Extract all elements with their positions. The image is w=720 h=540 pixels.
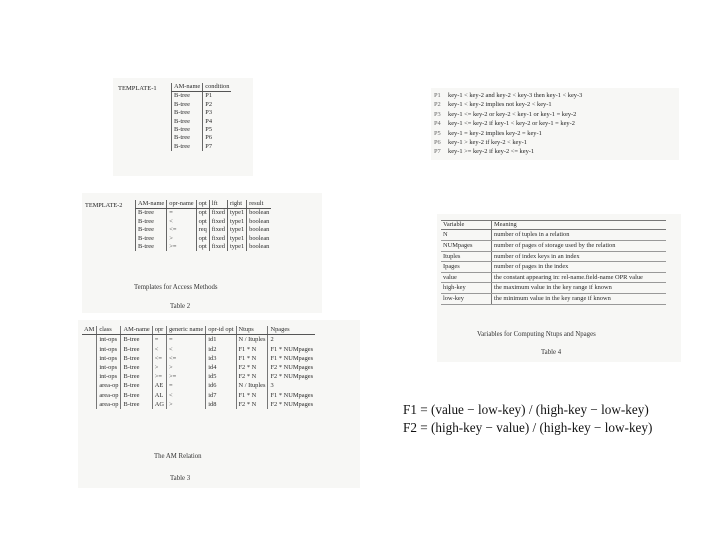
table-cell: int-ops	[97, 335, 121, 345]
table-cell: number of pages in the index	[492, 262, 667, 273]
table-cell	[82, 391, 97, 400]
condition-id: P6	[434, 139, 441, 147]
table-header: result	[247, 200, 272, 209]
condition-id: P3	[434, 110, 441, 118]
table-cell: req	[196, 226, 209, 234]
table-cell: P1	[203, 92, 232, 101]
table-cell: type1	[227, 218, 246, 226]
table-cell: P2	[203, 101, 232, 109]
table-cell: B-tree	[138, 243, 154, 251]
table-cell: number of pages of storage used by the relation	[492, 241, 667, 252]
table-header: AM-name	[121, 326, 152, 335]
table-header: opr	[152, 326, 166, 335]
table-cell	[82, 372, 97, 381]
variables-caption: Variables for Computing Ntups and Npages	[477, 331, 596, 338]
table-cell: id4	[206, 363, 236, 372]
table-header: AM-name	[172, 83, 203, 92]
condition-text: key-1 <= key-2 if key-1 < key-2 or key-1 = key-2	[448, 120, 575, 128]
table-cell: B-tree	[121, 335, 152, 345]
table-cell: opt	[196, 209, 209, 218]
table-row	[82, 354, 315, 363]
table-cell: P4	[203, 118, 232, 126]
table-header: AM	[82, 326, 97, 335]
table-cell: boolean	[247, 209, 272, 218]
table-cell: <	[167, 218, 196, 226]
table-header: lft	[209, 200, 227, 209]
conditions-scan	[431, 88, 679, 160]
am-relation-table	[82, 326, 315, 409]
table-cell: F1 * NUMpages	[268, 391, 315, 400]
template1-table	[171, 83, 231, 151]
table-cell: id8	[206, 400, 236, 409]
table-cell: 3	[268, 381, 315, 390]
table-cell: B-tree	[138, 226, 154, 234]
am-relation-scan	[78, 320, 360, 488]
table-cell: F1 * N	[236, 391, 268, 400]
table-row	[172, 92, 232, 101]
table-cell: =	[166, 335, 205, 345]
table-cell: id5	[206, 372, 236, 381]
list-item	[434, 119, 582, 128]
table-cell	[82, 363, 97, 372]
table-cell: N	[441, 230, 492, 241]
table-row	[82, 381, 315, 390]
template2-table-label: Table 2	[170, 303, 191, 310]
list-item	[434, 138, 582, 147]
table-cell: B-tree	[138, 217, 154, 225]
condition-id: P4	[434, 120, 441, 128]
table-row	[441, 251, 666, 262]
table-row	[82, 400, 315, 409]
table-cell: B-tree	[121, 372, 152, 381]
table-cell: id6	[206, 381, 236, 390]
table-cell: Ipages	[441, 262, 492, 273]
table-cell: B-tree	[121, 363, 152, 372]
table-row	[136, 235, 272, 243]
table-cell: >	[167, 235, 196, 243]
table-cell: int-ops	[97, 372, 121, 381]
table-cell: number of index keys in an index	[492, 251, 667, 262]
table-cell: the minimum value in the key range if known	[492, 293, 667, 304]
table-header: opt	[196, 200, 209, 209]
condition-id: P2	[434, 101, 441, 109]
table-row	[172, 118, 232, 126]
condition-id: P5	[434, 129, 441, 137]
table-cell: id1	[206, 335, 236, 345]
list-item	[434, 129, 582, 138]
table-header: Ntups	[236, 326, 268, 335]
table-row	[441, 272, 666, 283]
table-header: condition	[203, 83, 232, 92]
table-row	[172, 126, 232, 134]
variables-table-label: Table 4	[541, 349, 562, 356]
table-cell: Ituples	[441, 251, 492, 262]
table-cell: F2 * NUMpages	[268, 372, 315, 381]
table-cell: type1	[227, 235, 246, 243]
table-row	[82, 363, 315, 372]
table-cell: >=	[166, 372, 205, 381]
table-cell: <	[152, 345, 166, 354]
table-cell: B-tree	[174, 100, 190, 108]
table-row	[136, 218, 272, 226]
table-cell: F1 * NUMpages	[268, 345, 315, 354]
table-cell: AE	[152, 381, 166, 390]
table-header: generic name	[166, 326, 205, 335]
table-cell: fixed	[209, 218, 227, 226]
conditions-list	[434, 91, 582, 157]
table-header: AM-name	[136, 200, 167, 209]
condition-text: key-1 <= key-2 or key-2 < key-1 or key-1 = key-2	[448, 110, 577, 118]
table-cell: B-tree	[121, 400, 152, 409]
table-cell: fixed	[209, 226, 227, 234]
table-cell: value	[441, 272, 492, 283]
table-cell: boolean	[247, 218, 272, 226]
template2-label: TEMPLATE-2	[85, 202, 123, 209]
variables-table	[441, 220, 666, 305]
table-cell: B-tree	[174, 134, 190, 142]
table-cell: int-ops	[97, 345, 121, 354]
table-header: opr-id opt	[206, 326, 236, 335]
template2-caption: Templates for Access Methods	[134, 284, 218, 291]
table-row	[441, 230, 666, 241]
table-cell: <=	[152, 354, 166, 363]
table-cell: opt	[196, 235, 209, 243]
table-cell: opt	[196, 243, 209, 251]
table-cell: AL	[152, 391, 166, 400]
table-cell: id2	[206, 345, 236, 354]
table-row	[441, 283, 666, 294]
list-item	[434, 110, 582, 119]
table-cell: P7	[203, 143, 232, 151]
table-cell: area-op	[97, 400, 121, 409]
condition-text: key-1 = key-2 implies key-2 = key-1	[448, 129, 542, 137]
table-row	[136, 226, 272, 234]
table-cell: <	[166, 345, 205, 354]
condition-text: key-1 < key-2 and key-2 < key-3 then key-1 < key-3	[448, 92, 583, 99]
table-cell: B-tree	[121, 345, 152, 354]
template1-scan	[113, 78, 253, 176]
formula-f2: F2 = (high-key − value) / (high-key − low-key)	[403, 420, 653, 435]
table-cell: F2 * N	[236, 363, 268, 372]
table-cell: NUMpages	[441, 241, 492, 252]
table-cell: fixed	[209, 235, 227, 243]
table-cell: high-key	[441, 283, 492, 294]
table-row	[82, 345, 315, 354]
list-item	[434, 91, 582, 100]
table-cell: F1 * N	[236, 354, 268, 363]
table-cell: type1	[227, 209, 246, 218]
table-cell	[82, 354, 97, 363]
table-cell: area-op	[97, 381, 121, 390]
table-cell: int-ops	[97, 354, 121, 363]
table-cell: F2 * NUMpages	[268, 363, 315, 372]
template1-label: TEMPLATE-1	[118, 85, 157, 92]
table-cell: F1 * NUMpages	[268, 354, 315, 363]
table-cell: F2 * N	[236, 400, 268, 409]
table-cell: F2 * N	[236, 372, 268, 381]
table-cell: P3	[203, 109, 232, 117]
list-item	[434, 147, 582, 156]
table-cell: int-ops	[97, 363, 121, 372]
am-relation-table-label: Table 3	[170, 475, 191, 482]
table-cell: =	[166, 381, 205, 390]
table-cell: >=	[152, 372, 166, 381]
formula-f1: F1 = (value − low-key) / (high-key − low-key)	[403, 402, 649, 417]
table-cell: =	[152, 335, 166, 345]
table-cell: area-op	[97, 391, 121, 400]
table-cell: boolean	[247, 235, 272, 243]
table-cell: F2 * NUMpages	[268, 400, 315, 409]
table-cell: id7	[206, 391, 236, 400]
table-cell: <=	[166, 354, 205, 363]
table-cell: >=	[167, 243, 196, 251]
table-cell	[82, 400, 97, 409]
table-cell: >	[166, 400, 205, 409]
table-cell: 2	[268, 335, 315, 345]
table-cell: fixed	[209, 243, 227, 251]
table-cell: low-key	[441, 293, 492, 304]
table-cell: N / Ituples	[236, 381, 268, 390]
table-cell: boolean	[247, 243, 272, 251]
table-cell: boolean	[247, 226, 272, 234]
table-cell: B-tree	[174, 92, 190, 100]
table-cell: B-tree	[121, 391, 152, 400]
table-cell: <	[166, 391, 205, 400]
table-cell: B-tree	[138, 234, 154, 242]
table-row	[172, 143, 232, 151]
table-row	[441, 241, 666, 252]
table-cell: B-tree	[174, 142, 190, 150]
table-cell: B-tree	[174, 109, 190, 117]
table-cell: number of tuples in a relation	[492, 230, 667, 241]
table-cell: id3	[206, 354, 236, 363]
variables-scan	[437, 214, 681, 362]
table-cell: opt	[196, 218, 209, 226]
table-cell: B-tree	[121, 381, 152, 390]
table-cell: P6	[203, 134, 232, 142]
table-row	[172, 109, 232, 117]
table-cell: B-tree	[121, 354, 152, 363]
condition-text: key-1 > key-2 if key-2 < key-1	[448, 139, 527, 147]
table-header: class	[97, 326, 121, 335]
table-cell: type1	[227, 226, 246, 234]
table-cell: N / Ituples	[236, 335, 268, 345]
table-row	[136, 243, 272, 251]
table-cell: <=	[167, 226, 196, 234]
table-cell: P5	[203, 126, 232, 134]
table-cell: B-tree	[174, 117, 190, 125]
table-cell: B-tree	[138, 209, 154, 217]
table-cell: >	[166, 363, 205, 372]
table-row	[136, 209, 272, 218]
table-cell: the maximum value in the key range if known	[492, 283, 667, 294]
table-row	[82, 335, 315, 345]
table-cell: type1	[227, 243, 246, 251]
table-header: right	[227, 200, 246, 209]
table-cell	[82, 345, 97, 354]
table-cell: AG	[152, 400, 166, 409]
condition-text: key-1 >= key-2 if key-2 <= key-1	[448, 148, 535, 156]
table-row	[441, 262, 666, 273]
table-cell: >	[152, 363, 166, 372]
am-relation-caption: The AM Relation	[154, 453, 202, 460]
table-row	[441, 293, 666, 304]
table-header: Variable	[441, 221, 492, 230]
table-cell: B-tree	[174, 126, 190, 134]
condition-id: P1	[434, 92, 441, 99]
condition-text: key-1 < key-2 implies not key-2 < key-1	[448, 101, 552, 109]
table-row	[172, 134, 232, 142]
table-header: Npages	[268, 326, 315, 335]
table-cell	[82, 381, 97, 390]
table-cell: =	[167, 209, 196, 218]
table-row	[82, 391, 315, 400]
table-row	[82, 372, 315, 381]
table-cell: the constant appearing in: rel-name.field-name OPR value	[492, 272, 667, 283]
table-cell	[82, 335, 97, 345]
table-header: Meaning	[492, 221, 667, 230]
table-row	[172, 101, 232, 109]
list-item	[434, 100, 582, 109]
table-header: opr-name	[167, 200, 196, 209]
condition-id: P7	[434, 148, 441, 156]
template2-scan	[82, 193, 322, 313]
template2-table	[135, 200, 271, 251]
table-cell: fixed	[209, 209, 227, 218]
table-cell: F1 * N	[236, 345, 268, 354]
